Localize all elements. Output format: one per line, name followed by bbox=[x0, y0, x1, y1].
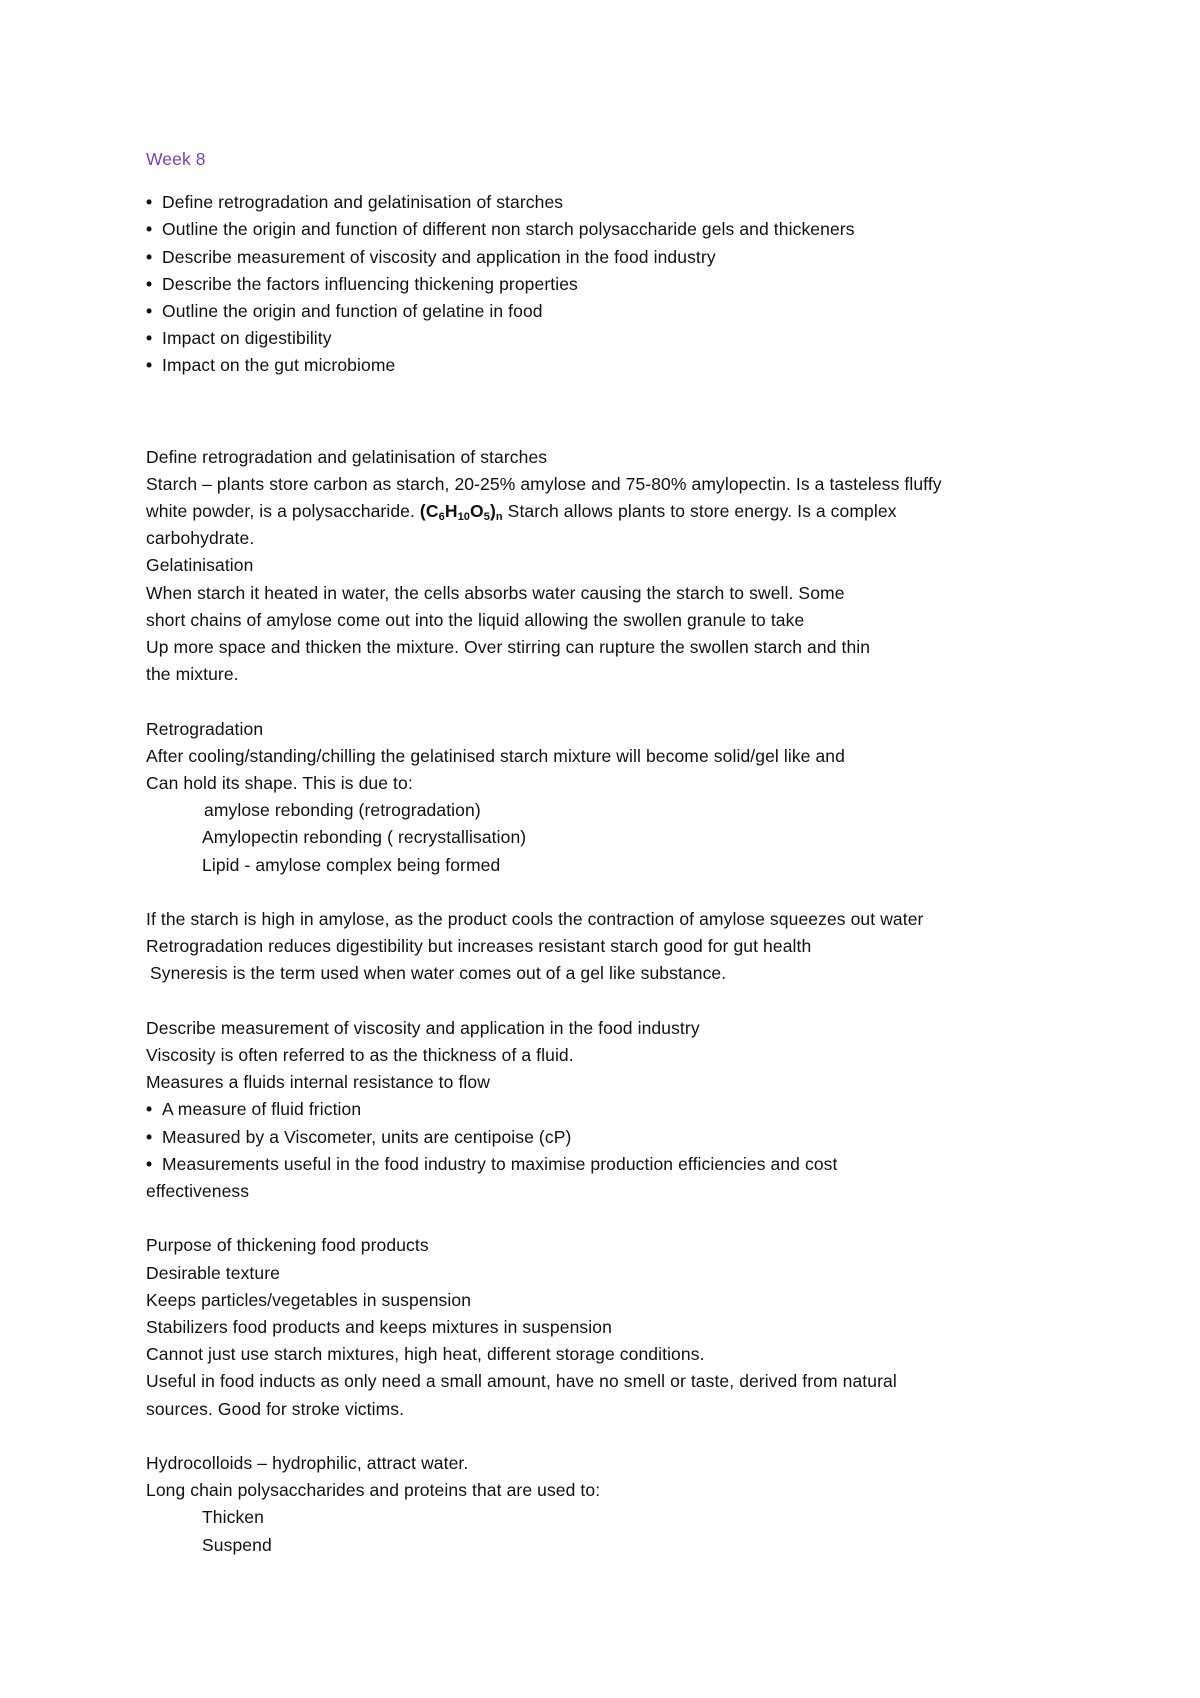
spacer bbox=[146, 1205, 1076, 1232]
paragraph-line: When starch it heated in water, the cells absorbs water causing the starch to swell. Some bbox=[146, 582, 845, 603]
paragraph-line: After cooling/standing/chilling the gelatinised starch mixture will become solid/gel like and bbox=[146, 745, 845, 766]
bullet-item: • A measure of fluid friction bbox=[146, 1096, 1076, 1123]
formula-part: O bbox=[470, 501, 484, 522]
objective-item: • Impact on digestibility bbox=[146, 325, 1076, 352]
section-title: Hydrocolloids – hydrophilic, attract water. bbox=[146, 1453, 469, 1474]
paragraph-line: effectiveness bbox=[146, 1181, 250, 1202]
paragraph-line: Stabilizers food products and keeps mixtures in suspension bbox=[146, 1317, 612, 1338]
paragraph-line: Syneresis is the term used when water comes out of a gel like substance. bbox=[150, 963, 727, 984]
spacer bbox=[146, 879, 1076, 906]
spacer bbox=[146, 688, 1076, 715]
paragraph-line: If the starch is high in amylose, as the product cools the contraction of amylose squeezes out water bbox=[146, 909, 924, 930]
subsection-title: Gelatinisation bbox=[146, 555, 254, 576]
spacer bbox=[146, 1423, 1076, 1450]
section-title: Define retrogradation and gelatinisation of starches bbox=[146, 446, 548, 467]
document-page bbox=[146, 146, 1076, 1559]
section-hydrocolloids bbox=[146, 1450, 1076, 1559]
section-title: Purpose of thickening food products bbox=[146, 1235, 429, 1256]
paragraph-line: Desirable texture bbox=[146, 1262, 280, 1283]
paragraph-line: Viscosity is often referred to as the thickness of a fluid. bbox=[146, 1045, 574, 1066]
objectives-list bbox=[146, 189, 1076, 379]
objective-item: • Outline the origin and function of different non starch polysaccharide gels and thickeners bbox=[146, 216, 1076, 243]
spacer bbox=[146, 988, 1076, 1015]
bullet-item: • Measured by a Viscometer, units are centipoise (cP) bbox=[146, 1124, 1076, 1151]
spacer bbox=[146, 380, 1076, 444]
paragraph-line: Cannot just use starch mixtures, high heat, different storage conditions. bbox=[146, 1344, 705, 1365]
formula-subscript: 6 bbox=[438, 511, 445, 524]
paragraph-line: Can hold its shape. This is due to: bbox=[146, 773, 413, 794]
subsection-title: Retrogradation bbox=[146, 718, 264, 739]
page-heading: Week 8 bbox=[146, 149, 206, 169]
bullet-item: • Measurements useful in the food industry to maximise production efficiencies and cost bbox=[146, 1151, 1076, 1178]
text-fragment: Starch allows plants to store energy. Is a complex bbox=[502, 501, 897, 522]
objective-item: • Describe the factors influencing thickening properties bbox=[146, 271, 1076, 298]
indented-item: Thicken bbox=[202, 1507, 264, 1528]
formula-subscript: 10 bbox=[457, 511, 470, 524]
section-title: Describe measurement of viscosity and application in the food industry bbox=[146, 1017, 700, 1038]
paragraph-line: Up more space and thicken the mixture. Over stirring can rupture the swollen starch and thin bbox=[146, 637, 871, 658]
paragraph-line: sources. Good for stroke victims. bbox=[146, 1398, 405, 1419]
indented-item: amylose rebonding (retrogradation) bbox=[204, 800, 481, 821]
formula-subscript: n bbox=[495, 511, 503, 524]
indented-item: Suspend bbox=[202, 1534, 272, 1555]
objective-item: • Outline the origin and function of gelatine in food bbox=[146, 298, 1076, 325]
paragraph-line: Useful in food inducts as only need a small amount, have no smell or taste, derived from natural bbox=[146, 1371, 897, 1392]
paragraph-line: carbohydrate. bbox=[146, 528, 255, 549]
paragraph-line: the mixture. bbox=[146, 664, 239, 685]
formula-part: ) bbox=[489, 501, 496, 522]
formula-subscript: 5 bbox=[483, 511, 490, 524]
paragraph-line: Retrogradation reduces digestibility but increases resistant starch good for gut health bbox=[146, 936, 812, 957]
paragraph-line: Keeps particles/vegetables in suspension bbox=[146, 1289, 472, 1310]
section-starches bbox=[146, 444, 1076, 988]
indented-item: Amylopectin rebonding ( recrystallisation) bbox=[202, 827, 527, 848]
paragraph-line: short chains of amylose come out into the liquid allowing the swollen granule to take bbox=[146, 609, 805, 630]
paragraph-line: Starch – plants store carbon as starch, 20-25% amylose and 75-80% amylopectin. Is a tasteless fluffy bbox=[146, 473, 942, 494]
section-viscosity bbox=[146, 1015, 1076, 1205]
paragraph-line: Long chain polysaccharides and proteins that are used to: bbox=[146, 1480, 601, 1501]
text-fragment: white powder, is a polysaccharide. bbox=[146, 501, 420, 522]
paragraph-line: Measures a fluids internal resistance to flow bbox=[146, 1072, 490, 1093]
objective-item: • Describe measurement of viscosity and application in the food industry bbox=[146, 244, 1076, 271]
formula-part: (C bbox=[419, 501, 439, 522]
objective-item: • Impact on the gut microbiome bbox=[146, 352, 1076, 379]
paragraph-line bbox=[146, 498, 1076, 525]
section-thickening bbox=[146, 1232, 1076, 1422]
starch-formula bbox=[419, 501, 503, 524]
formula-part: H bbox=[444, 501, 458, 522]
objective-item: • Define retrogradation and gelatinisation of starches bbox=[146, 189, 1076, 216]
indented-item: Lipid - amylose complex being formed bbox=[202, 854, 501, 875]
